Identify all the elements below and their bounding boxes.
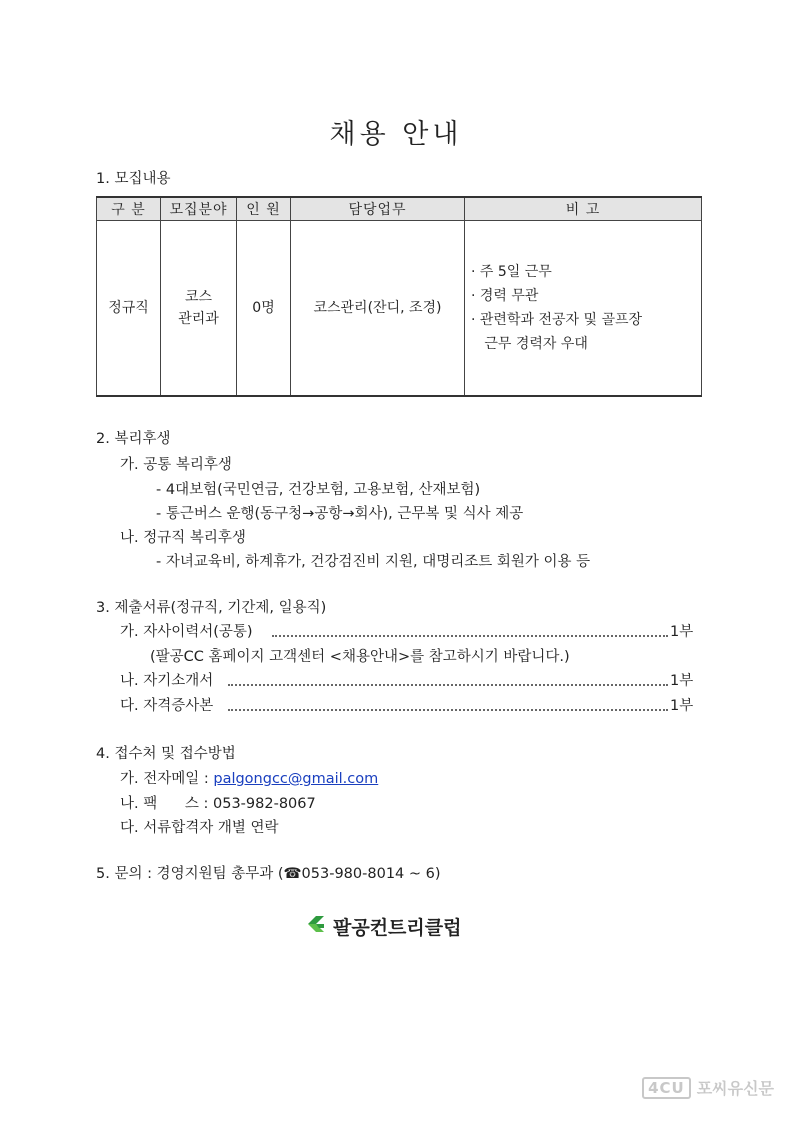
watermark-box: 4CU: [642, 1077, 691, 1099]
note-line: · 관련학과 전공자 및 골프장: [471, 312, 643, 328]
watermark: [642, 1076, 774, 1099]
header-notes: 비 고: [465, 197, 702, 221]
page-title: 채용 안내: [329, 119, 463, 150]
doc-item-label: 나. 자기소개서: [120, 673, 214, 689]
table-header-row: [97, 197, 702, 221]
header-category: 구 분: [97, 197, 161, 221]
watermark-text: 포씨유신문: [696, 1079, 774, 1098]
cell-notes: [465, 221, 702, 397]
doc-item-count: 1부: [670, 624, 694, 640]
section-3-heading: 3. 제출서류(정규직, 기간제, 일용직): [96, 600, 327, 616]
cell-category: 정규직: [97, 221, 161, 397]
logo-text: 팔공컨트리클럽: [333, 917, 462, 939]
note-line: · 주 5일 근무: [471, 264, 552, 280]
header-count: 인 원: [237, 197, 291, 221]
cell-count: 0명: [237, 221, 291, 397]
club-logo: [305, 913, 461, 940]
contact-note: 다. 서류합격자 개별 연락: [120, 820, 279, 836]
header-duty: 담당업무: [291, 197, 465, 221]
email-row: [120, 770, 378, 788]
email-label: 가. 전자메일 :: [120, 771, 214, 787]
email-link[interactable]: palgongcc@gmail.com: [213, 771, 379, 787]
doc-item-label: 다. 자격증사본: [120, 698, 214, 714]
doc-item-count: 1부: [670, 698, 694, 714]
fax-label: 나. 팩 스 :: [120, 796, 213, 812]
doc-item-count: 1부: [670, 673, 694, 689]
benefits-regular-item: - 자녀교육비, 하계휴가, 건강검진비 지원, 대명리조트 회원가 이용 등: [156, 554, 591, 570]
benefits-common-item: - 통근버스 운행(동구청→공항→회사), 근무복 및 식사 제공: [156, 506, 524, 522]
fax-number: 053-982-8067: [213, 796, 316, 812]
benefits-common-item: - 4대보험(국민연금, 건강보험, 고용보험, 산재보험): [156, 482, 481, 498]
section-1-heading: 1. 모집내용: [96, 171, 171, 187]
field-line-1: 코스: [184, 289, 213, 305]
cell-duty: 코스관리(잔디, 조경): [291, 221, 465, 397]
table-row: [97, 221, 702, 397]
benefits-regular-label: 나. 정규직 복리후생: [120, 530, 246, 546]
note-line: · 경력 무관: [471, 288, 539, 304]
fax-row: [120, 795, 316, 813]
leaf-logo-icon: [305, 913, 327, 940]
note-line: 근무 경력자 우대: [471, 336, 588, 352]
section-4-heading: 4. 접수처 및 접수방법: [96, 746, 236, 762]
doc-note: (팔공CC 홈페이지 고객센터 <채용안내>를 참고하시기 바랍니다.): [150, 649, 570, 665]
leader-dots: [228, 709, 668, 711]
leader-dots: [272, 635, 668, 637]
benefits-common-label: 가. 공통 복리후생: [120, 457, 232, 473]
field-line-2: 관리과: [178, 311, 219, 327]
leader-dots: [228, 684, 668, 686]
section-2-heading: 2. 복리후생: [96, 431, 171, 447]
header-field: 모집분야: [161, 197, 237, 221]
recruitment-table: [96, 196, 702, 397]
cell-field: [161, 221, 237, 397]
doc-item-label: 가. 자사이력서(공통): [120, 624, 253, 640]
section-5-inquiry: 5. 문의 : 경영지원팀 총무과 (☎053-980-8014 ~ 6): [96, 866, 441, 882]
